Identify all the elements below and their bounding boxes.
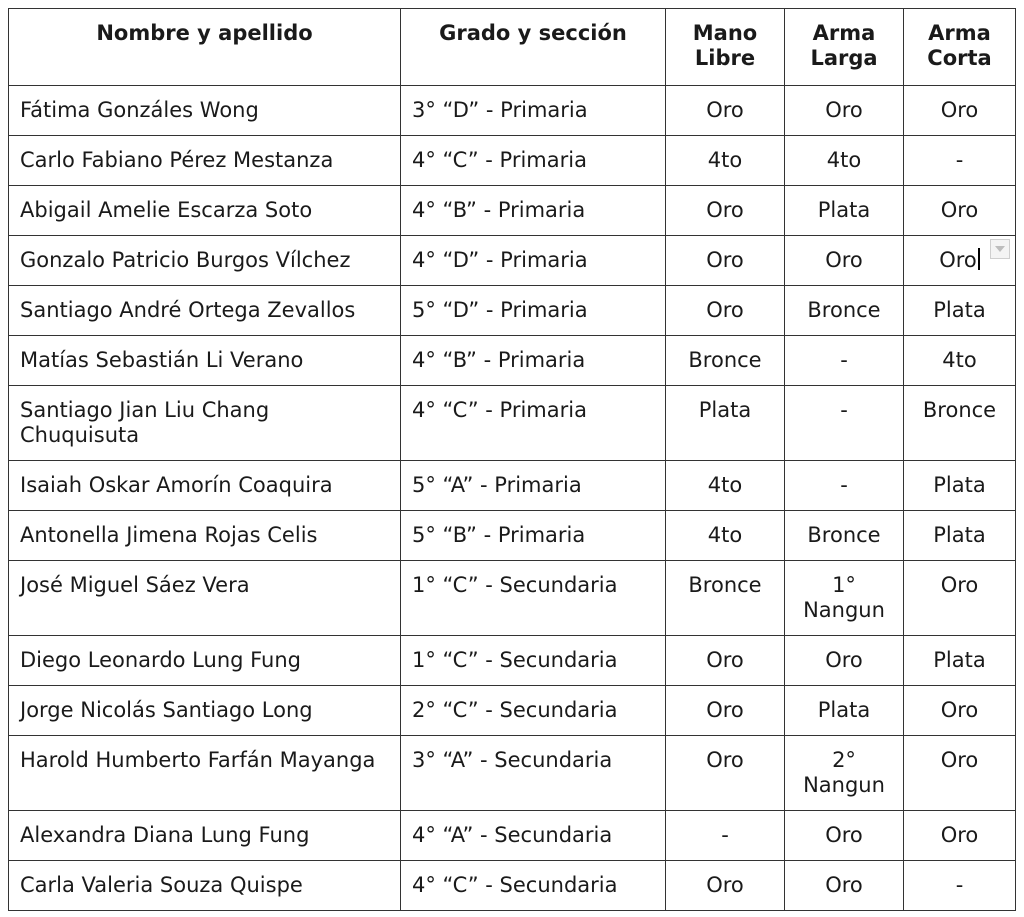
table-row xyxy=(9,861,1016,911)
cell-arma-larga[interactable]: - xyxy=(785,386,904,461)
cell-name[interactable]: Diego Leonardo Lung Fung xyxy=(9,636,401,686)
cell-grade[interactable]: 4° “D” - Primaria xyxy=(401,236,666,286)
cell-name[interactable]: Matías Sebastián Li Verano xyxy=(9,336,401,386)
cell-mano-libre[interactable]: Bronce xyxy=(666,336,785,386)
cell-grade[interactable]: 5° “B” - Primaria xyxy=(401,511,666,561)
cell-mano-libre[interactable]: Bronce xyxy=(666,561,785,636)
cell-arma-corta-value: Oro xyxy=(939,248,977,272)
table-row xyxy=(9,561,1016,636)
table-row xyxy=(9,236,1016,286)
header-arma-corta[interactable]: Arma Corta xyxy=(904,9,1016,86)
header-mano-libre[interactable]: Mano Libre xyxy=(666,9,785,86)
cell-grade[interactable]: 2° “C” - Secundaria xyxy=(401,686,666,736)
cell-mano-libre[interactable]: Oro xyxy=(666,636,785,686)
cell-arma-larga[interactable]: - xyxy=(785,461,904,511)
cell-arma-corta[interactable]: Bronce xyxy=(904,386,1016,461)
cell-arma-corta[interactable]: - xyxy=(904,136,1016,186)
table-row xyxy=(9,811,1016,861)
cell-grade[interactable]: 3° “D” - Primaria xyxy=(401,86,666,136)
cell-mano-libre[interactable]: 4to xyxy=(666,461,785,511)
cell-mano-libre[interactable]: Oro xyxy=(666,186,785,236)
cell-grade[interactable]: 1° “C” - Secundaria xyxy=(401,636,666,686)
header-row xyxy=(9,9,1016,86)
cell-grade[interactable]: 5° “A” - Primaria xyxy=(401,461,666,511)
table-row xyxy=(9,636,1016,686)
text-cursor-icon xyxy=(978,248,980,270)
cell-arma-corta[interactable]: Plata xyxy=(904,511,1016,561)
table-row xyxy=(9,736,1016,811)
cell-arma-larga[interactable]: Oro xyxy=(785,636,904,686)
table-row xyxy=(9,86,1016,136)
cell-arma-corta[interactable]: Oro xyxy=(904,86,1016,136)
cell-arma-corta[interactable]: Oro xyxy=(904,811,1016,861)
cell-name[interactable]: Abigail Amelie Escarza Soto xyxy=(9,186,401,236)
cell-name[interactable]: Gonzalo Patricio Burgos Vílchez xyxy=(9,236,401,286)
header-name[interactable]: Nombre y apellido xyxy=(9,9,401,86)
cell-arma-larga[interactable]: 4to xyxy=(785,136,904,186)
cell-grade[interactable]: 4° “C” - Primaria xyxy=(401,386,666,461)
cell-grade[interactable]: 4° “A” - Secundaria xyxy=(401,811,666,861)
cell-arma-corta[interactable]: Oro xyxy=(904,186,1016,236)
cell-mano-libre[interactable]: Oro xyxy=(666,736,785,811)
cell-mano-libre[interactable]: Oro xyxy=(666,686,785,736)
cell-arma-larga[interactable]: Oro xyxy=(785,811,904,861)
cell-name[interactable]: Carla Valeria Souza Quispe xyxy=(9,861,401,911)
cell-grade[interactable]: 4° “B” - Primaria xyxy=(401,186,666,236)
cell-grade[interactable]: 4° “C” - Secundaria xyxy=(401,861,666,911)
cell-arma-larga[interactable]: Plata xyxy=(785,186,904,236)
dropdown-arrow-icon[interactable] xyxy=(990,239,1010,259)
cell-grade[interactable]: 4° “B” - Primaria xyxy=(401,336,666,386)
cell-name[interactable]: Jorge Nicolás Santiago Long xyxy=(9,686,401,736)
cell-arma-corta[interactable]: - xyxy=(904,861,1016,911)
cell-mano-libre[interactable]: - xyxy=(666,811,785,861)
cell-arma-larga[interactable]: Oro xyxy=(785,86,904,136)
cell-arma-larga[interactable]: 2° Nangun xyxy=(785,736,904,811)
cell-mano-libre[interactable]: Oro xyxy=(666,236,785,286)
cell-name[interactable]: Carlo Fabiano Pérez Mestanza xyxy=(9,136,401,186)
cell-mano-libre[interactable]: Oro xyxy=(666,861,785,911)
cell-arma-larga[interactable]: Oro xyxy=(785,236,904,286)
cell-arma-corta[interactable]: Oro xyxy=(904,736,1016,811)
cell-grade[interactable]: 3° “A” - Secundaria xyxy=(401,736,666,811)
table-row xyxy=(9,386,1016,461)
cell-arma-corta[interactable]: Oro xyxy=(904,561,1016,636)
cell-arma-larga[interactable]: Plata xyxy=(785,686,904,736)
cell-mano-libre[interactable]: Oro xyxy=(666,86,785,136)
cell-mano-libre[interactable]: Oro xyxy=(666,286,785,336)
cell-mano-libre[interactable]: Plata xyxy=(666,386,785,461)
cell-mano-libre[interactable]: 4to xyxy=(666,511,785,561)
cell-name[interactable]: José Miguel Sáez Vera xyxy=(9,561,401,636)
cell-name[interactable]: Santiago André Ortega Zevallos xyxy=(9,286,401,336)
cell-arma-larga[interactable]: - xyxy=(785,336,904,386)
cell-arma-larga[interactable]: 1° Nangun xyxy=(785,561,904,636)
cell-arma-corta[interactable]: Plata xyxy=(904,461,1016,511)
table-row xyxy=(9,286,1016,336)
table-row xyxy=(9,136,1016,186)
table-row xyxy=(9,186,1016,236)
header-arma-larga[interactable]: Arma Larga xyxy=(785,9,904,86)
cell-name[interactable]: Santiago Jian Liu Chang Chuquisuta xyxy=(9,386,401,461)
table-row xyxy=(9,336,1016,386)
results-table xyxy=(8,8,1016,911)
cell-grade[interactable]: 4° “C” - Primaria xyxy=(401,136,666,186)
cell-grade[interactable]: 1° “C” - Secundaria xyxy=(401,561,666,636)
cell-arma-larga[interactable]: Oro xyxy=(785,861,904,911)
cell-name[interactable]: Isaiah Oskar Amorín Coaquira xyxy=(9,461,401,511)
cell-mano-libre[interactable]: 4to xyxy=(666,136,785,186)
table-row xyxy=(9,686,1016,736)
cell-arma-corta[interactable]: Plata xyxy=(904,286,1016,336)
cell-name[interactable]: Harold Humberto Farfán Mayanga xyxy=(9,736,401,811)
cell-arma-corta[interactable]: 4to xyxy=(904,336,1016,386)
table-row xyxy=(9,511,1016,561)
cell-arma-larga[interactable]: Bronce xyxy=(785,286,904,336)
cell-name[interactable]: Alexandra Diana Lung Fung xyxy=(9,811,401,861)
cell-arma-corta[interactable]: Oro xyxy=(904,686,1016,736)
cell-arma-corta[interactable]: Plata xyxy=(904,636,1016,686)
cell-grade[interactable]: 5° “D” - Primaria xyxy=(401,286,666,336)
cell-arma-larga[interactable]: Bronce xyxy=(785,511,904,561)
header-grade[interactable]: Grado y sección xyxy=(401,9,666,86)
table-row xyxy=(9,461,1016,511)
cell-name[interactable]: Antonella Jimena Rojas Celis xyxy=(9,511,401,561)
cell-name[interactable]: Fátima Gonzáles Wong xyxy=(9,86,401,136)
